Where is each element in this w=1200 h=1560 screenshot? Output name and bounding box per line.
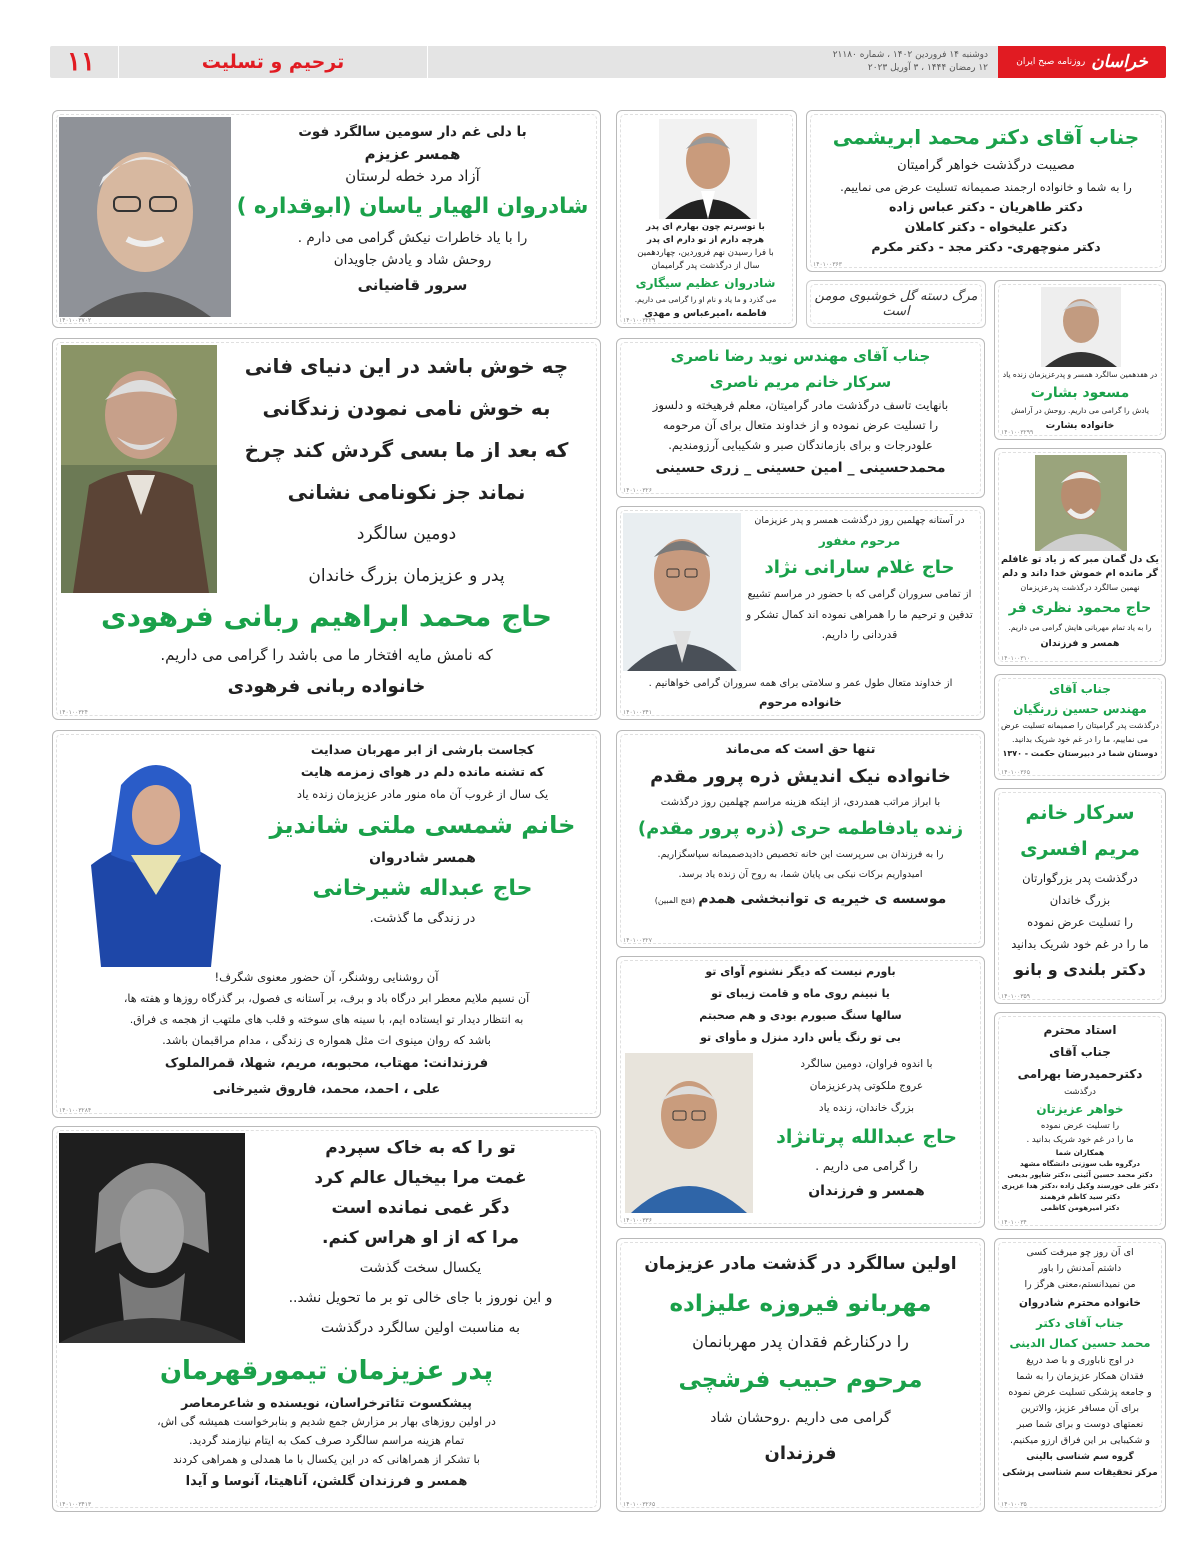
deceased-name: زنده یادفاطمه حری (ذره پرور مقدم) <box>637 818 964 839</box>
text-line: غمت مرا بیخیال عالم کرد <box>314 1168 527 1188</box>
text-line: یکسال سخت گذشت <box>359 1260 482 1276</box>
deceased-name: پدر عزیزمان تیمورقهرمان <box>159 1356 494 1386</box>
text-line: می گذرد و ما یاد و نام او را گرامی می داریم. <box>634 295 777 304</box>
text-line: مرا که از او هراس کنم. <box>322 1228 519 1248</box>
recipient-title: جناب آقای دکتر <box>1036 1316 1124 1330</box>
text-line: را تسلیت عرض نموده <box>1027 915 1133 929</box>
notice-besharat <box>994 280 1166 440</box>
ad-code: ۱۴۰۱۰۰۳۴۱۳ <box>59 1501 92 1508</box>
text-line: به خوش نامی نمودن زندگانی <box>262 396 551 420</box>
brand-logo: خراسان <box>1091 52 1148 72</box>
signature-note: (فتح المبین) <box>654 896 696 905</box>
issue-date <box>833 49 988 75</box>
text-line: مرحوم مغفور <box>818 534 901 548</box>
notice-abrishami <box>806 110 1166 272</box>
ad-code: ۱۴۰۱۰۰۳۲۴ <box>59 709 89 716</box>
signature: سرور قاضیانی <box>357 276 468 294</box>
recipient-title: خانواده نیک اندیش ذره پرور مقدم <box>650 766 951 787</box>
signature: دکتر منوچهری- دکتر مجد - دکتر مکرم <box>871 239 1101 254</box>
notice-yasan <box>52 110 601 328</box>
text-line: به مناسبت اولین سالگرد درگذشت <box>320 1320 521 1336</box>
text-line: از خداوند متعال طول عمر و سلامتی برای همه سروران گرامی خواهانیم . <box>648 678 953 689</box>
recipient-title: استاد محترم <box>1043 1023 1117 1037</box>
text-line: دگر غمی نمانده است <box>331 1198 510 1218</box>
recipient-title: جناب آقای <box>1049 1045 1111 1059</box>
notice-quote <box>806 280 986 328</box>
deceased-name: حاج محمود نظری فر <box>1008 600 1152 616</box>
text-line: دومین سالگرد <box>356 524 457 544</box>
notice-kamaloddini <box>994 1238 1166 1512</box>
recipient-title: مریم افسری <box>1020 838 1140 860</box>
text-line: با تشکر از همراهانی که در این یکسال با ما همدلی و همراهی کردند <box>173 1453 480 1466</box>
text-line: بانهایت تاسف درگذشت مادر گرامیتان، معلم فرهیخته و دلسوز <box>652 398 949 412</box>
notice-sigari <box>616 110 797 328</box>
ad-code: ۱۴۰۱۰۰۳۱۰ <box>1001 655 1031 662</box>
text-line: یادش را گرامی می داریم. روحش در آرامش <box>1011 406 1149 415</box>
recipient-title: جناب آقای <box>1049 682 1111 696</box>
text-line: را تسلیت عرض نموده <box>1040 1121 1120 1131</box>
text-line: تنها حق است که می‌ماند <box>725 741 876 756</box>
signature: محمدحسینی _ امین حسینی _ زری حسینی <box>655 460 946 476</box>
brand-tagline: روزنامه صبح ایران <box>1016 57 1086 67</box>
notice-zarrehparvar <box>616 730 985 948</box>
signature: خانواده بشارت <box>1045 420 1115 431</box>
signature: مرکز تحقیقات سم شناسی پزشکی <box>1002 1468 1158 1478</box>
text-line: یک سال از غروب آن ماه منور مادر عزیزمان زنده یاد <box>296 787 549 801</box>
portrait-photo <box>59 1133 245 1343</box>
text-line: یا نبینم روی ماه و قامت زیبای تو <box>711 987 890 1000</box>
deceased-name: حاج عبداله شیرخانی <box>312 876 533 901</box>
text-line: آزاد مرد خطه لرستان <box>345 167 480 185</box>
recipient-title: جناب آقای مهندس نوید رضا ناصری <box>670 347 931 365</box>
signature: فاطمه ،امیرعباس و مهدی <box>644 308 767 319</box>
page-header <box>50 46 1166 78</box>
text-line: و این نوروز با جای خالی تو بر ما تحویل نشد.. <box>288 1290 553 1306</box>
signature: دکتر طاهریان - دکتر عباس زاده <box>889 199 1083 214</box>
deceased-name: شادروان الهیار یاسان (ابوقداره ) <box>236 194 589 219</box>
deceased-name: خانم شمسی ملتی شاندیز <box>269 811 576 839</box>
text-line: در آستانه چهلمین روز درگذشت همسر و پدر عزیزمان <box>754 515 965 526</box>
text-line: همسر عزیزم <box>364 145 461 163</box>
deceased-name: حاج غلام سارانی نژاد <box>764 557 955 578</box>
portrait-photo <box>659 119 757 219</box>
text-line: که نامش مایه افتخار ما می باشد را گرامی می داریم. <box>160 646 493 664</box>
text-line: را تسلیت عرض نموده و از خداوند متعال برای آن مرحومه <box>662 418 939 432</box>
text-line: با دلی غم دار سومین سالگرد فوت <box>298 124 527 140</box>
text-line: داشتم آمدنش را باور <box>1038 1263 1122 1274</box>
portrait-photo <box>61 345 217 593</box>
signature: دوستان شما در دبیرستان حکمت - ۱۳۷۰ <box>1002 749 1158 758</box>
quote-text: مرگ دسته گل خوشبوی مومن است <box>814 289 978 319</box>
notice-naseri <box>616 338 985 498</box>
text-line: در اوج ناباوری و با صد دریغ <box>1026 1355 1134 1366</box>
ad-code: ۱۴۰۱۰۰۳۲۶۵ <box>623 1501 656 1508</box>
text-line: را با یاد خاطرات نیکش گرامی می دارم . <box>297 230 528 246</box>
text-line: روحش شاد و یادش جاویدان <box>333 252 492 268</box>
signature: دکتر بلندی و بانو <box>1014 960 1146 979</box>
text-line: در زندگی ما گذشت. <box>369 910 476 925</box>
text-line: برای آن مسافر عزیز، والاترین <box>1020 1403 1140 1414</box>
text-line: بزرگ خاندان، زنده یاد <box>818 1102 915 1114</box>
ad-code: ۱۴۰۱۰۰۳۳۶ <box>623 1217 653 1224</box>
text-line: گرامی می داریم .روحشان شاد <box>710 1410 891 1426</box>
text-line: عروج ملکوتی پدرعزیزمان <box>809 1080 924 1092</box>
deceased-name: حاج عبدالله پرتانژاد <box>776 1126 957 1148</box>
text-line: که تشنه مانده دلم در هوای زمزمه هایت <box>300 764 545 779</box>
ad-code: ۱۴۰۱۰۰۳۴ <box>1001 1219 1027 1226</box>
brand-block[interactable] <box>998 46 1166 78</box>
deceased-name: محمد حسین کمال الدینی <box>1009 1336 1151 1350</box>
signature: خانواده مرحوم <box>759 695 842 709</box>
text-line: نماند جز نکونامی نشانی <box>287 480 526 504</box>
ad-code: ۱۴۰۱۰۰۳۵ <box>1001 1501 1027 1508</box>
portrait-photo <box>625 1053 753 1213</box>
notice-alizadeh <box>616 1238 985 1512</box>
portrait-photo <box>61 745 251 967</box>
text-line: با فرا رسیدن نهم فروردین، چهاردهمین <box>637 248 774 258</box>
text-line: نعمتهای دوست و برای شما صبر <box>1016 1419 1144 1430</box>
text-line: آن روشنایی روشنگر، آن حضور معنوی شگرف! <box>214 970 439 984</box>
text-line: آن نسیم ملایم معطر ابر درگاه باد و برف، بر آستانه ی فصول، بر گذرگاه روزها و هفته ها، <box>123 992 530 1005</box>
text-line: و جامعه پزشکی تسلیت عرض نموده <box>1008 1387 1152 1398</box>
text-line: خانواده محترم شادروان <box>1019 1297 1141 1309</box>
signature: فرزندانت: مهتاب، محبوبه، مریم، شهلا، قمرالملوک <box>164 1056 489 1071</box>
text-line: من نمیدانستم،معنی هرگز را <box>1024 1279 1136 1290</box>
text-line: که بعد از ما بسی گردش کند چرخ <box>244 438 569 462</box>
text-line: همسر شادروان <box>369 850 476 866</box>
recipient-title: سرکار خانم مریم ناصری <box>709 373 892 391</box>
text-line: کجاست بارشی از ابر مهربان صدایت <box>310 742 535 757</box>
text-line: می نماییم، ما را در غم خود شریک بدانید. <box>1011 735 1149 744</box>
ad-code: ۱۴۰۱۰۰۳۲۲۹ <box>623 317 656 324</box>
portrait-photo <box>1041 287 1121 367</box>
ad-code: ۱۴۰۱۰۰۳۵۹ <box>1001 993 1031 1000</box>
text-line: را به فرزندان بی سرپرست این خانه تخصیص دادیدصمیمانه سپاسگزاریم. <box>657 849 944 860</box>
recipient-title: مهندس حسین زرنگیان <box>1013 702 1147 716</box>
notice-sarani <box>616 506 985 720</box>
deceased-name: مرحوم حبیب فرشچی <box>678 1367 923 1393</box>
signature: همسر و فرزندان گلشن، آناهیتا، آنوسا و آیدا <box>185 1474 468 1489</box>
text-line: بزرگ خاندان <box>1049 893 1111 907</box>
portrait-photo <box>59 117 231 317</box>
text-line: و شکیبایی بر این فراق ارزو میکنیم. <box>1010 1435 1150 1446</box>
ad-code: ۱۴۰۱۰۰۳۴۱ <box>623 709 653 716</box>
deceased-name: مسعود بشارت <box>1030 385 1130 401</box>
text-line: یک دل گمان مبر که ز یاد تو غافلم <box>1000 554 1159 565</box>
signature: علی ، احمد، محمد، فاروق شیرخانی <box>212 1082 441 1097</box>
recipient-title: دکترحمیدرضا بهرامی <box>1017 1067 1143 1081</box>
signature: خانواده ربانی فرهودی <box>227 676 426 697</box>
notice-shandiz <box>52 730 601 1118</box>
text-line: امیدواریم برکات نیکی بی پایان شما، به روح آن زنده یاد برسد. <box>678 869 923 880</box>
text-line: مصیبت درگذشت خواهر گرامیتان <box>897 158 1075 173</box>
deceased-name: شادروان عظیم سیگاری <box>635 276 776 290</box>
deceased-name: مهربانو فیروزه علیزاده <box>669 1291 932 1317</box>
text-line: را گرامی می داریم . <box>815 1159 918 1173</box>
text-line: در هفدهمین سالگرد همسر و پدرعزیزمان زنده یاد <box>1002 370 1158 379</box>
recipient-title: سرکار خانم <box>1025 802 1135 824</box>
text-line: نهمین سالگرد درگذشت پدرعزیزمان <box>1020 583 1140 592</box>
text-line: از تمامی سروران گرامی که با حضور در مراسم تشییع <box>747 589 972 600</box>
text-line: چه خوش باشد در این دنیای فانی <box>244 354 569 378</box>
ad-code: ۱۴۰۱۰۰۳۲۸۴ <box>59 1107 92 1114</box>
notice-ghahreman <box>52 1126 601 1512</box>
text-line: را درکنارغم فقدان پدر مهربانمان <box>692 1332 909 1351</box>
signature: دکتر علیخواه - دکتر کاملان <box>904 219 1068 234</box>
date-line: دوشنبه ۱۴ فروردین ۱۴۰۲ ، شماره ۲۱۱۸۰ <box>832 50 988 60</box>
text-line: را به یاد تمام مهربانی هایش گرامی می داریم. <box>1008 623 1152 632</box>
text-line: قدردانی را داریم. <box>821 629 898 641</box>
notice-partanejad <box>616 956 985 1228</box>
text-line: درگذشت پدر بزرگوارتان <box>1022 871 1138 885</box>
signature: همسر و فرزندان <box>808 1183 925 1199</box>
text-line: ما را در غم خود شریک بدانید <box>1011 937 1149 951</box>
ad-code: ۱۴۰۱۰۰۳۷۰۲ <box>59 317 92 324</box>
text-line: با توسرتم چون بهارم ای پدر <box>646 222 765 232</box>
signature: همسر و فرزندان <box>1040 638 1120 649</box>
date-line: ۱۲ رمضان ۱۴۴۴ ، ۳ آوریل ۲۰۲۳ <box>867 63 988 73</box>
text-line: پیشکسوت تئاترخراسان، نویسنده و شاعرمعاصر <box>181 1395 472 1410</box>
text-line: علودرجات و برای بازماندگان صبر و شکیبایی آرزومندیم. <box>668 438 933 452</box>
text-line: تدفین و ترحیم ما را همراهی نموده اند کمال تشکر و <box>746 609 973 621</box>
ad-code: ۱۴۰۱۰۰۳۲۹۹ <box>1001 429 1034 436</box>
notice-zarangian <box>994 674 1166 780</box>
page-number: ۱۱ <box>67 47 95 77</box>
signature: فرزندان <box>764 1443 837 1464</box>
signature: دکتر محمد حسین آئینی ،دکتر شاپور بدیعی <box>1007 1171 1153 1179</box>
deceased-name: حاج محمد ابراهیم ربانی فرهودی <box>101 600 552 633</box>
text-line: تمام هزینه مراسم سالگرد صرف کمک به ایتام نیازمند گردید. <box>188 1434 465 1447</box>
text-line: باشد که روان مینوی ات مثل همواره ی زندگی ، مدام مراقبمان باشد. <box>162 1033 491 1047</box>
text-line: باورم نیست که دیگر نشنوم آوای تو <box>705 965 896 978</box>
notice-nazarifar <box>994 448 1166 666</box>
text-line: گر مانده ام خموش خدا داند و دلم <box>1002 568 1158 579</box>
text-line: فقدان همکار عزیزمان را به شما <box>1016 1371 1144 1382</box>
signature: دکتر سید کاظم فرهمند <box>1039 1193 1121 1201</box>
section-title: ترحیم و تسلیت <box>118 46 428 78</box>
text-line: بی تو رنگ یأس دارد منزل و مأوای تو <box>700 1031 901 1044</box>
text-line: پدر و عزیزمان بزرگ خاندان <box>308 566 505 586</box>
signature: موسسه ی خیریه ی توانبخشی همدم <box>698 891 947 907</box>
ad-code: ۱۴۰۱۰۰۳۲۷ <box>623 937 653 944</box>
ad-code: ۱۴۰۱۰۰۳۲۶ <box>623 487 653 494</box>
text-line: ما را در غم خود شریک بدانید . <box>1026 1135 1134 1145</box>
signature-row <box>625 885 976 915</box>
portrait-photo <box>1035 455 1127 551</box>
signature: دکتر علی خورسند وکیل زاده ،دکتر هدا عزیزی <box>1001 1182 1159 1190</box>
ad-code: ۱۴۰۱۰۰۳۶۳ <box>813 261 843 268</box>
notice-rabbani <box>52 338 601 720</box>
text-line: درگذشت <box>1064 1087 1096 1097</box>
text-line: ای آن روز چو میرفت کسی <box>1026 1247 1134 1258</box>
text-line: با اندوه فراوان، دومین سالگرد <box>800 1058 933 1070</box>
text-line: را به شما و خانواده ارجمند صمیمانه تسلیت عرض می نماییم. <box>840 180 1132 194</box>
signature: درگروه طب سوزنی دانشگاه مشهد <box>1020 1160 1140 1168</box>
text-line: سالها سنگ صبورم بودی و هم صحبتم <box>699 1009 902 1022</box>
text-line: هرچه دارم از تو دارم ای پدر <box>646 235 765 245</box>
notice-afsari <box>994 788 1166 1004</box>
ad-code: ۱۴۰۱۰۰۳۶۵ <box>1001 769 1031 776</box>
portrait-photo <box>623 513 741 671</box>
text-line: سال از درگذشت پدر گرامیمان <box>651 261 760 271</box>
signature: دکتر امیرهومن کاظمی <box>1040 1204 1120 1212</box>
recipient-title: جناب آقای دکتر محمد ابریشمی <box>832 125 1140 149</box>
text-line: با ابراز مراتب همدردی، از اینکه هزینه مراسم چهلمین روز درگذشت <box>660 797 941 808</box>
signature: گروه سم شناسی بالینی <box>1026 1452 1134 1462</box>
text-line: به انتظار دیدار تو ایستاده ایم، با سینه های سوخته و قلب های ملتهب از هجمه ی فراق. <box>129 1013 524 1026</box>
text-line: در اولین روزهای بهار بر مزارش جمع شدیم و بنابرخواست همیشه گی اش، <box>157 1415 496 1428</box>
text-line: تو را که به خاک سپردم <box>325 1138 516 1158</box>
deceased-name: خواهر عزیزتان <box>1036 1102 1124 1116</box>
signature: همکاران شما <box>1055 1148 1105 1157</box>
text-line: اولین سالگرد در گذشت مادر عزیزمان <box>644 1254 957 1274</box>
text-line: درگذشت پدر گرامیتان را صمیمانه تسلیت عرض <box>1000 721 1160 730</box>
notice-bahrami <box>994 1012 1166 1230</box>
